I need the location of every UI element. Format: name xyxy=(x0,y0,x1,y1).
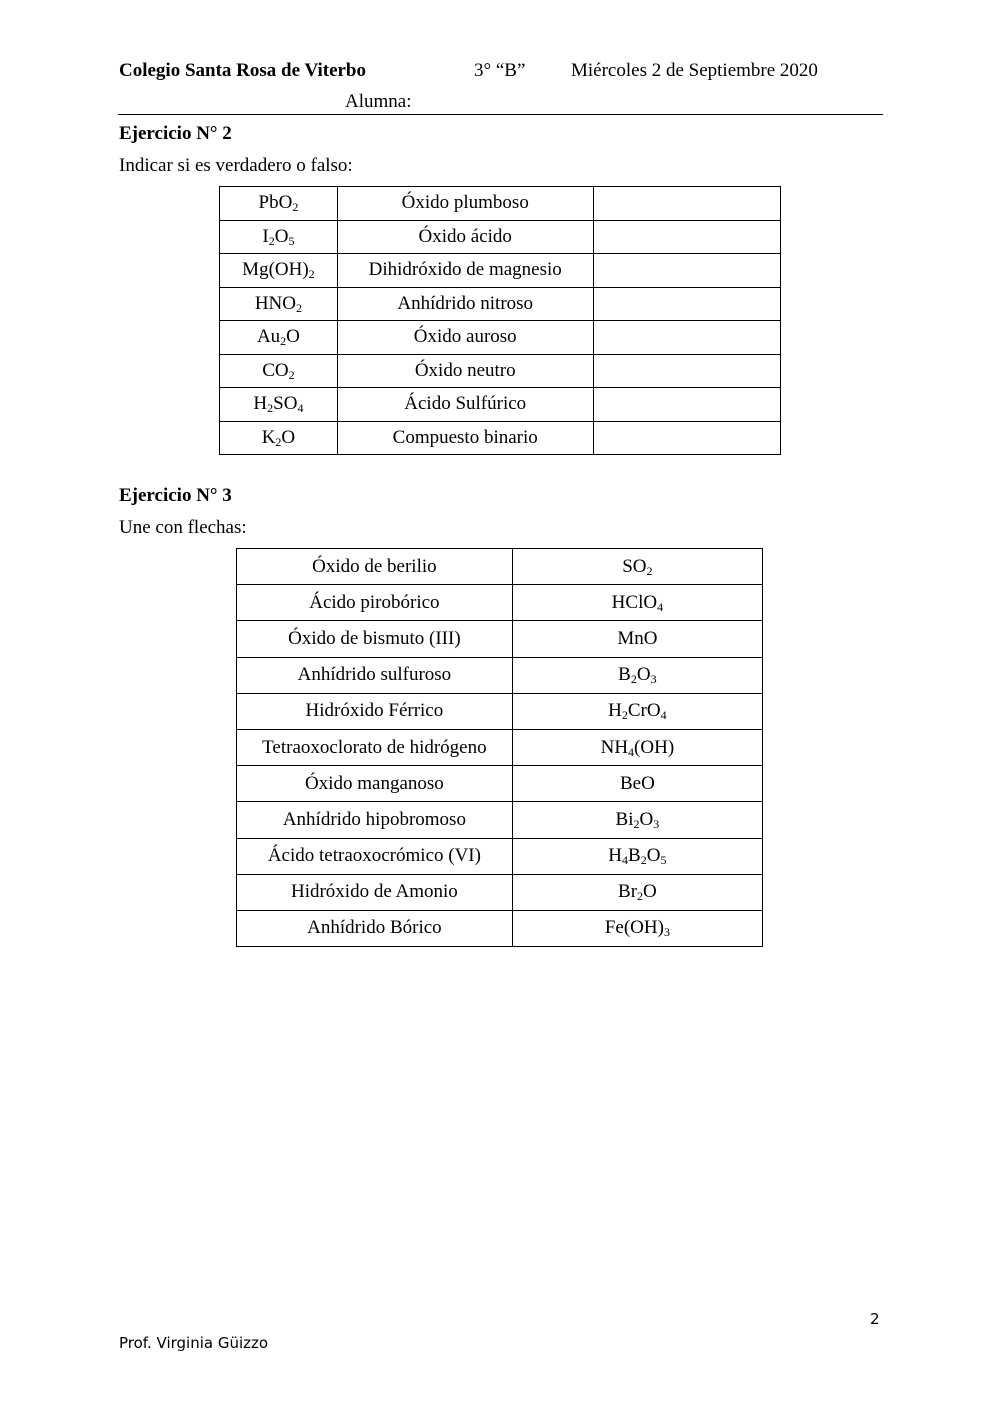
formula-subscript: 2 xyxy=(633,816,640,831)
page-number: 2 xyxy=(870,1310,880,1328)
formula-cell xyxy=(220,187,338,221)
formula-part: NH xyxy=(600,736,629,758)
teacher-name: Prof. Virginia Güizzo xyxy=(119,1334,269,1352)
answer-cell[interactable] xyxy=(593,254,780,288)
formula-subscript: 3 xyxy=(653,816,660,831)
date-label: Miércoles 2 de Septiembre 2020 xyxy=(571,60,818,81)
formula-part: B xyxy=(618,664,631,686)
formula-cell xyxy=(220,421,338,455)
formula-part: I xyxy=(262,225,269,247)
formula-subscript: 2 xyxy=(267,401,274,416)
formula-part: O xyxy=(636,664,651,686)
table-row xyxy=(220,287,781,321)
table-row xyxy=(220,220,781,254)
formula-part: CO xyxy=(262,359,289,381)
compound-name-cell[interactable]: Anhídrido hipobromoso xyxy=(237,802,513,838)
compound-name-cell[interactable]: Ácido pirobórico xyxy=(237,585,513,621)
table-row xyxy=(237,585,763,621)
compound-name-cell: Óxido neutro xyxy=(337,354,593,388)
formula-part: Au xyxy=(256,326,281,348)
formula-part: Mg(OH) xyxy=(242,259,309,281)
formula-cell[interactable] xyxy=(512,657,762,693)
formula-cell[interactable] xyxy=(512,549,762,585)
formula-subscript: 3 xyxy=(663,925,670,940)
formula-part: O xyxy=(643,881,657,903)
compound-name-cell[interactable]: Hidróxido de Amonio xyxy=(237,874,513,910)
formula-subscript: 4 xyxy=(297,401,304,416)
formula-subscript: 2 xyxy=(268,233,275,248)
answer-cell[interactable] xyxy=(593,187,780,221)
formula-part: H xyxy=(608,845,623,867)
formula-cell xyxy=(220,254,338,288)
formula-subscript: 2 xyxy=(640,853,647,868)
formula-subscript: 2 xyxy=(288,367,295,382)
formula-part: Fe(OH) xyxy=(604,917,664,939)
formula-subscript: 3 xyxy=(650,672,657,687)
formula-cell xyxy=(220,354,338,388)
table-row xyxy=(237,693,763,729)
formula-subscript: 2 xyxy=(630,672,637,687)
formula-cell[interactable] xyxy=(512,729,762,765)
formula-cell[interactable] xyxy=(512,874,762,910)
formula-part: SO xyxy=(622,555,647,577)
table-row xyxy=(220,421,781,455)
answer-cell[interactable] xyxy=(593,354,780,388)
formula-subscript: 4 xyxy=(660,708,667,723)
formula-part: PbO xyxy=(258,192,293,214)
answer-cell[interactable] xyxy=(593,421,780,455)
table-row xyxy=(220,321,781,355)
table-row xyxy=(237,657,763,693)
formula-part: Bi xyxy=(615,808,634,830)
table-row xyxy=(237,874,763,910)
formula-cell[interactable] xyxy=(512,802,762,838)
exercise2-title: Ejercicio N° 2 xyxy=(119,123,232,144)
formula-subscript: 2 xyxy=(308,267,315,282)
exercise2-instruction: Indicar si es verdadero o falso: xyxy=(119,155,353,176)
formula-part: H xyxy=(608,700,622,722)
formula-subscript: 2 xyxy=(296,300,302,315)
formula-part: HClO xyxy=(611,591,658,613)
table-row xyxy=(220,354,781,388)
header-divider xyxy=(118,114,883,115)
formula-subscript: 2 xyxy=(280,334,287,349)
formula-subscript: 5 xyxy=(660,853,667,868)
formula-subscript: 2 xyxy=(275,434,282,449)
table-row xyxy=(237,802,763,838)
formula-cell[interactable] xyxy=(512,910,762,946)
formula-part: B xyxy=(628,845,641,867)
formula-part: CrO xyxy=(627,700,661,722)
formula-part: HNO xyxy=(254,292,296,314)
answer-cell[interactable] xyxy=(593,287,780,321)
formula-part: (OH) xyxy=(634,736,675,758)
formula-part: MnO xyxy=(617,627,658,649)
formula-cell xyxy=(220,388,338,422)
formula-part: K xyxy=(261,426,276,448)
table-row xyxy=(220,388,781,422)
table-row xyxy=(237,838,763,874)
compound-name-cell[interactable]: Óxido de berilio xyxy=(237,549,513,585)
formula-part: O xyxy=(646,845,661,867)
table-row xyxy=(220,187,781,221)
formula-cell[interactable] xyxy=(512,693,762,729)
formula-part: O xyxy=(274,225,289,247)
formula-part: BeO xyxy=(619,772,655,794)
formula-part: O xyxy=(286,326,300,348)
formula-subscript: 2 xyxy=(646,563,653,578)
formula-cell xyxy=(220,220,338,254)
formula-subscript: 2 xyxy=(292,200,299,215)
matching-table xyxy=(236,548,763,947)
compound-name-cell[interactable]: Tetraoxoclorato de hidrógeno xyxy=(237,729,513,765)
formula-cell xyxy=(220,287,338,321)
formula-subscript: 2 xyxy=(621,708,628,723)
compound-name-cell[interactable]: Óxido de bismuto (III) xyxy=(237,621,513,657)
school-name: Colegio Santa Rosa de Viterbo xyxy=(119,60,366,81)
formula-cell[interactable] xyxy=(512,585,762,621)
grade-label: 3° “B” xyxy=(474,60,526,81)
formula-part: SO xyxy=(273,393,298,415)
formula-cell[interactable] xyxy=(512,766,762,802)
compound-name-cell[interactable]: Hidróxido Férrico xyxy=(237,693,513,729)
formula-part: O xyxy=(281,426,296,448)
formula-part: Br xyxy=(618,881,638,903)
formula-part: H xyxy=(253,393,268,415)
table-row xyxy=(237,549,763,585)
compound-name-cell: Compuesto binario xyxy=(337,421,593,455)
compound-name-cell: Ácido Sulfúrico xyxy=(337,388,593,422)
formula-subscript: 4 xyxy=(622,853,629,868)
formula-subscript: 2 xyxy=(637,889,644,904)
compound-name-cell: Óxido plumboso xyxy=(337,187,593,221)
compound-name-cell: Óxido ácido xyxy=(337,220,593,254)
exercise3-instruction: Une con flechas: xyxy=(119,517,247,538)
student-label: Alumna: xyxy=(345,91,412,112)
answer-cell[interactable] xyxy=(593,220,780,254)
compound-name-cell: Dihidróxido de magnesio xyxy=(337,254,593,288)
formula-part: O xyxy=(639,808,654,830)
answer-cell[interactable] xyxy=(593,321,780,355)
answer-cell[interactable] xyxy=(593,388,780,422)
table-row xyxy=(237,910,763,946)
compound-name-cell: Anhídrido nitroso xyxy=(337,287,593,321)
formula-cell[interactable] xyxy=(512,621,762,657)
compound-name-cell[interactable]: Anhídrido Bórico xyxy=(237,910,513,946)
table-row xyxy=(220,254,781,288)
compound-name-cell[interactable]: Ácido tetraoxocrómico (VI) xyxy=(237,838,513,874)
formula-subscript: 5 xyxy=(288,233,295,248)
formula-subscript: 4 xyxy=(657,599,664,614)
formula-subscript: 4 xyxy=(628,744,635,759)
formula-cell[interactable] xyxy=(512,838,762,874)
table-row xyxy=(237,621,763,657)
table-row xyxy=(237,766,763,802)
compound-name-cell: Óxido auroso xyxy=(337,321,593,355)
exercise3-title: Ejercicio N° 3 xyxy=(119,485,232,506)
table-row xyxy=(237,729,763,765)
compound-name-cell[interactable]: Anhídrido sulfuroso xyxy=(237,657,513,693)
true-false-table xyxy=(219,186,781,455)
formula-cell xyxy=(220,321,338,355)
compound-name-cell[interactable]: Óxido manganoso xyxy=(237,766,513,802)
